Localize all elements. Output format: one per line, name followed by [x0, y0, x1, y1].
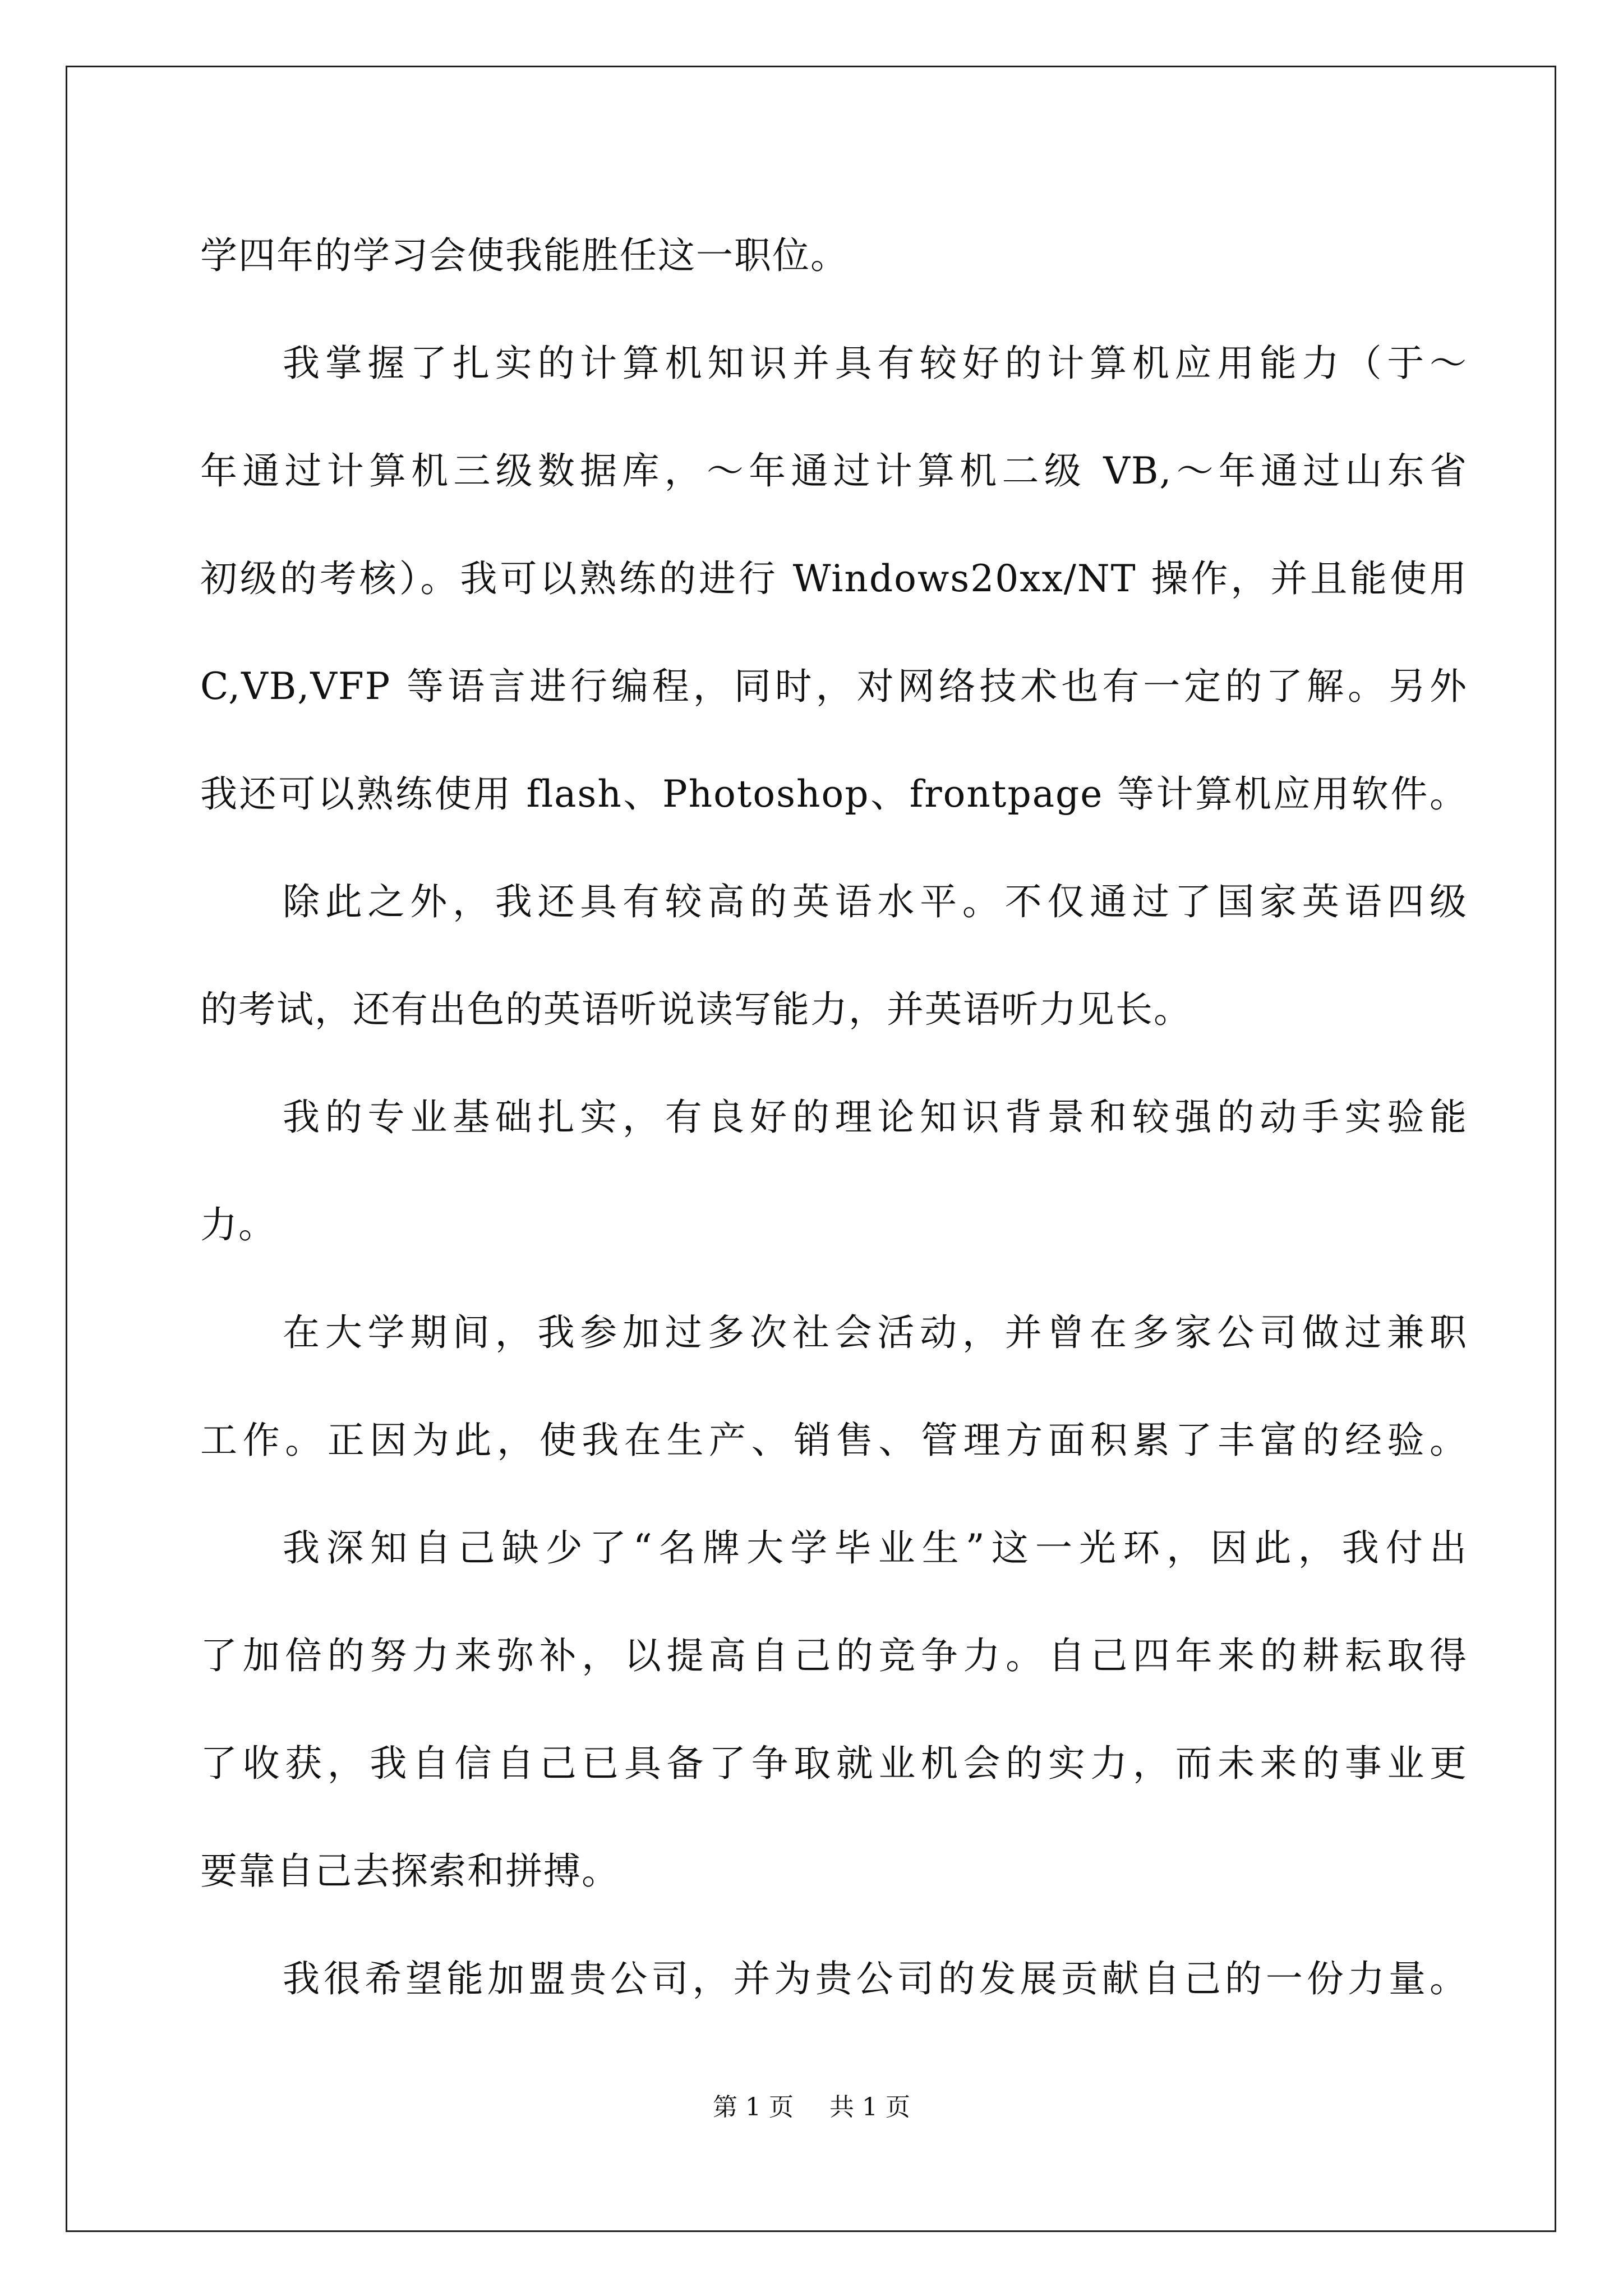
page-number: 第 1 页 — [713, 2093, 794, 2122]
page-total: 共 1 页 — [829, 2093, 910, 2122]
text-line: 我的专业基础扎实，有良好的理论知识背景和较强的动手实验能 — [283, 1096, 1468, 1139]
text-line: 我还可以熟练使用 flash、Photoshop、frontpage 等计算机应用软件。 — [200, 772, 1468, 816]
text-line: 初级的考核）。我可以熟练的进行 Windows20xx/NT 操作，并且能使用 — [200, 557, 1468, 600]
text-line: 我掌握了扎实的计算机知识并具有较好的计算机应用能力（于～ — [283, 342, 1468, 385]
text-line: 要靠自己去探索和拼搏。 — [200, 1849, 620, 1893]
text-line: 我深知自己缺少了“名牌大学毕业生”这一光环，因此，我付出 — [283, 1526, 1468, 1570]
text-line: C,VB,VFP 等语言进行编程，同时，对网络技术也有一定的了解。另外 — [200, 665, 1468, 708]
text-line: 除此之外，我还具有较高的英语水平。不仅通过了国家英语四级 — [283, 880, 1468, 923]
text-line: 了收获，我自信自己已具备了争取就业机会的实力，而未来的事业更 — [200, 1742, 1468, 1785]
text-line: 我很希望能加盟贵公司，并为贵公司的发展贡献自己的一份力量。 — [283, 1957, 1468, 2000]
text-line: 学四年的学习会使我能胜任这一职位。 — [200, 234, 849, 277]
text-line: 在大学期间，我参加过多次社会活动，并曾在多家公司做过兼职 — [283, 1311, 1468, 1354]
text-line: 年通过计算机三级数据库，～年通过计算机二级 VB,～年通过山东省 — [200, 449, 1468, 493]
text-line: 了加倍的努力来弥补，以提高自己的竞争力。自己四年来的耕耘取得 — [200, 1634, 1468, 1677]
text-line: 力。 — [200, 1203, 276, 1246]
page-footer — [0, 2087, 1623, 2123]
text-line: 的考试，还有出色的英语听说读写能力，并英语听力见长。 — [200, 988, 1192, 1031]
text-line: 工作。正因为此，使我在生产、销售、管理方面积累了丰富的经验。 — [200, 1419, 1468, 1462]
document-body — [200, 202, 1468, 2033]
